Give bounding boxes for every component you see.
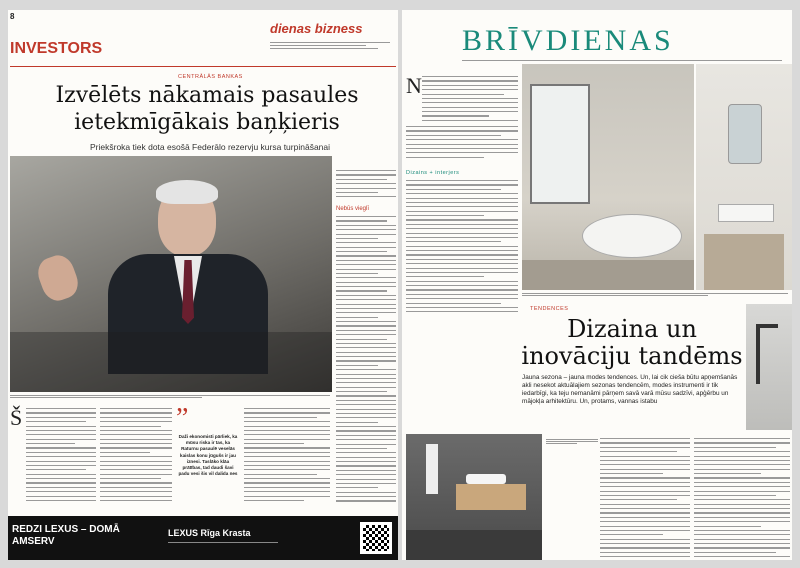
subsection-heading: Nebūs vieglī [336, 206, 370, 212]
photo-caption-right [522, 292, 788, 297]
headline: Izvēlēts nākamais pasaules ietekmīgākais baņķieris [55, 83, 359, 135]
left-page [8, 10, 398, 560]
ad-slogan: REDZI LEXUS – DOMĀ AMSERV [12, 524, 120, 547]
photo-caption [10, 394, 330, 399]
masthead-title: BRĪVDIENAS [462, 24, 674, 57]
headline-right: Dizaina un inovāciju tandēms [521, 315, 743, 370]
header-rule [10, 66, 396, 67]
intro-text-2 [406, 126, 518, 166]
sink [718, 204, 774, 222]
body-text-col3 [694, 438, 790, 558]
sub-section: Dizains + interjers [406, 170, 460, 176]
photo-bathroom-1 [522, 64, 694, 290]
article-text-col4 [336, 216, 396, 502]
photo-speaker [10, 156, 332, 392]
subhead: Priekšroka tiek dota esošā Federālo rezervju kursa turpināšanai [90, 142, 331, 152]
ad-brand: LEXUS Rīga Krasta [168, 528, 251, 538]
hand [34, 251, 83, 305]
drop-cap-right: N [406, 73, 422, 98]
article-text-col3 [244, 408, 330, 504]
kicker-right: TENDENCES [530, 306, 569, 312]
right-page [402, 10, 792, 560]
window [530, 84, 590, 204]
lead-text: Jauna sezona – jauna modes tendences. Un, lai cik cieša būtu apņemšanās akli nesekot aktuālajiem sezonas tendencēm, modes instrumenti ir tik iedarbīgi, ka teju nemanāmi pārņem savā varā mūsu sadzīvi, apģērbu un mājokļa arhitektūru. Un, protams, vannas istabu [522, 374, 738, 405]
masthead-rule [462, 60, 782, 61]
mirror [728, 104, 762, 164]
quote-box [176, 403, 238, 502]
body-text-col2 [600, 438, 690, 558]
article-text-col4-top [336, 170, 396, 202]
qr-code-icon [360, 522, 392, 554]
photo-faucet [746, 304, 792, 430]
quote-mark-icon: ” [176, 403, 189, 434]
drop-cap: Š [10, 405, 23, 430]
article-text-col1 [26, 408, 96, 504]
section-title: INVESTORS [10, 40, 103, 57]
article-text-col2 [100, 408, 172, 504]
intro-text [422, 76, 518, 126]
masthead-info [270, 40, 390, 51]
photo-bathroom-3 [406, 434, 542, 560]
photo-caption-3 [546, 438, 598, 445]
lexus-ad[interactable] [8, 516, 398, 560]
pull-quote: Daži ekonomisti pārliek, ka mūsu riska ir tas, ka Raturnu pasaulē veselās kaislas konu jūgušs ir jau iznesi. Taslāko klāa prātības, tad daudi šavi padu vesi šis vil dalida nes [178, 434, 238, 477]
speaker-figure [106, 184, 256, 354]
bathtub [582, 214, 682, 258]
page-number: 8 [10, 12, 15, 21]
photo-bathroom-2 [696, 64, 792, 290]
kicker: CENTRĀLĀS BANKAS [178, 74, 243, 80]
masthead-logo: dienas bizness [270, 21, 363, 36]
body-text-right [406, 180, 518, 314]
